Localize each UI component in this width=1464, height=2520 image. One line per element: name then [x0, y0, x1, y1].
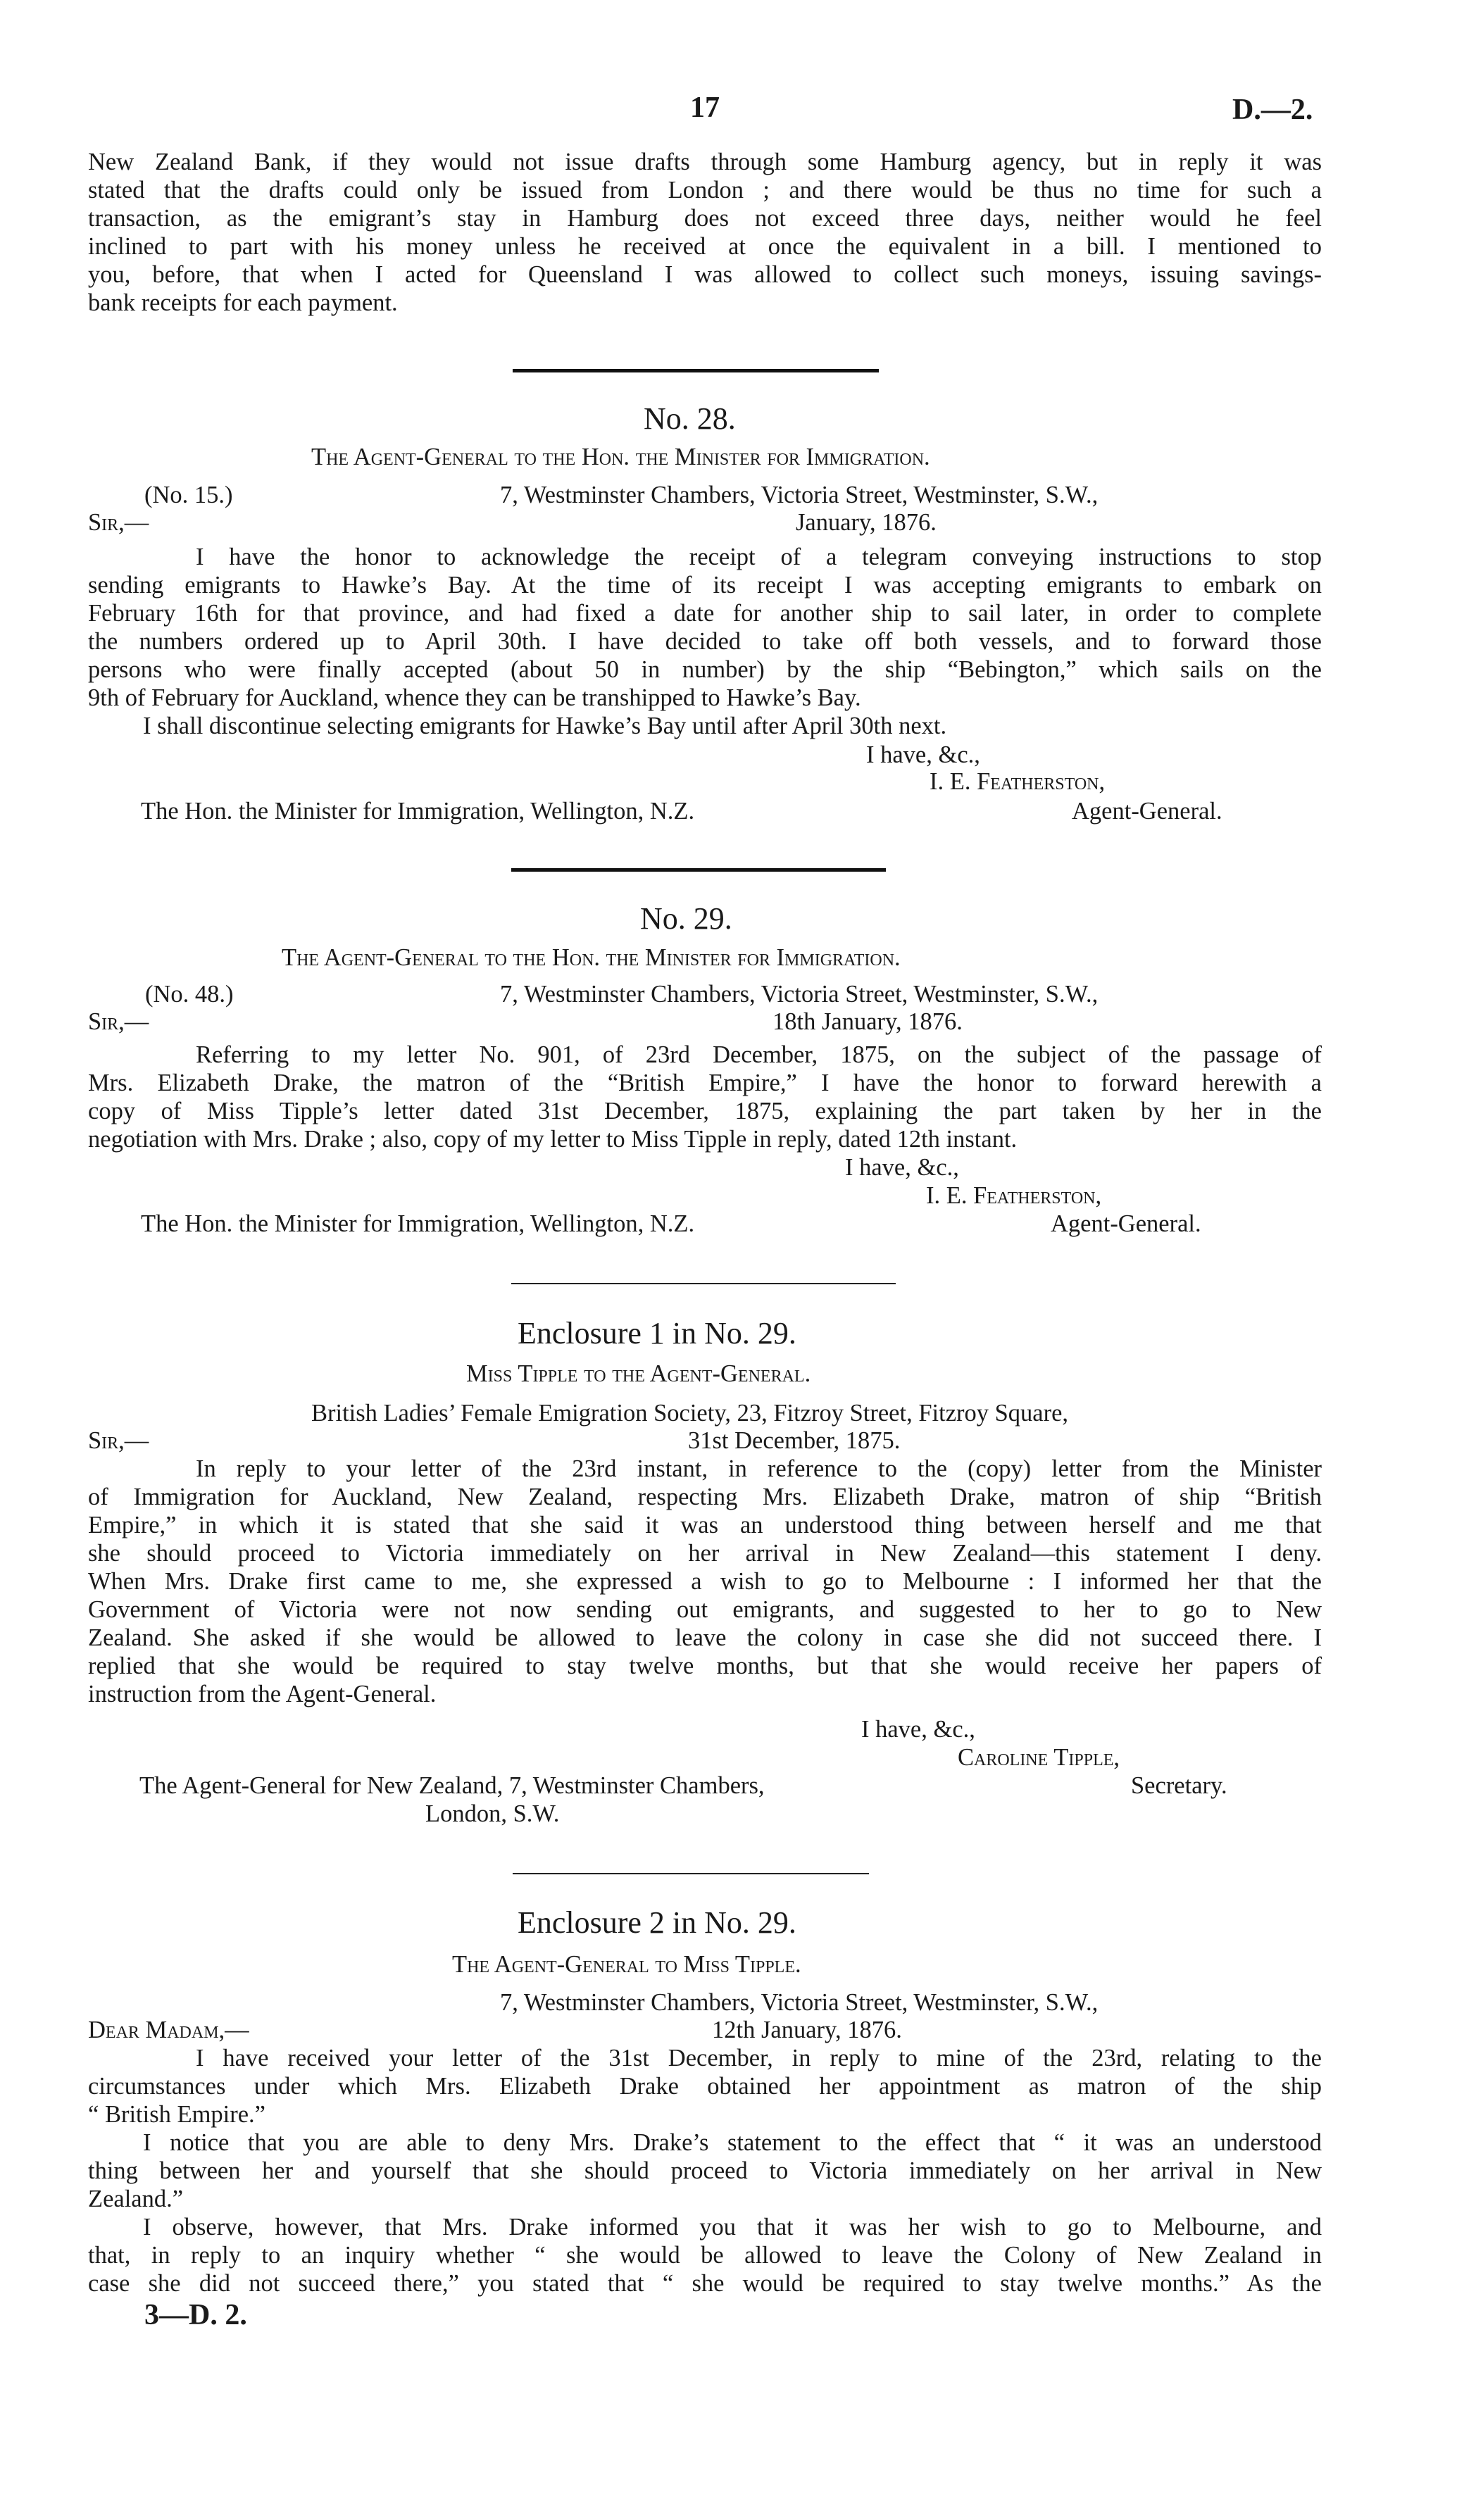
signer-title: Secretary. [1131, 1772, 1227, 1799]
text-line: I have received your letter of the 31st December, in reply to mine of the 23rd, relating to the [196, 2045, 1322, 2071]
text-line: Zealand. She asked if she would be allowed to leave the colony in case she did not succeed there. I [88, 1624, 1322, 1651]
text-line: negotiation with Mrs. Drake ; also, copy of my letter to Miss Tipple in reply, dated 12th instant. [88, 1126, 1018, 1153]
text-line: of Immigration for Auckland, New Zealand, respecting Mrs. Elizabeth Drake, matron of ship “British [88, 1484, 1322, 1510]
text-line: I notice that you are able to deny Mrs. Drake’s statement to the effect that “ it was an understood [143, 2129, 1322, 2156]
recipient-location: London, S.W. [425, 1800, 560, 1827]
letter-date: 12th January, 1876. [712, 2017, 902, 2043]
recipient: The Hon. the Minister for Immigration, Wellington, N.Z. [141, 1210, 695, 1237]
letter-date: 18th January, 1876. [772, 1008, 963, 1035]
signer-name: I. E. Featherston, [930, 768, 1106, 795]
text-line: circumstances under which Mrs. Elizabeth Drake obtained her appointment as matron of the ship [88, 2073, 1322, 2100]
letter-address: British Ladies’ Female Emigration Society, 23, Fitzroy Street, Fitzroy Square, [311, 1400, 1069, 1427]
text-line: the numbers ordered up to April 30th. I have decided to take off both vessels, and to forward those [88, 628, 1322, 655]
signer-name: Caroline Tipple, [958, 1744, 1120, 1771]
recipient: The Agent-General for New Zealand, 7, Westminster Chambers, [139, 1772, 765, 1799]
text-line: Mrs. Elizabeth Drake, the matron of the “British Empire,” I have the honor to forward herewith a [88, 1070, 1322, 1096]
letter-date: January, 1876. [796, 509, 937, 536]
letter-address: 7, Westminster Chambers, Victoria Street, Westminster, S.W., [500, 482, 1099, 508]
letter-reference: (No. 15.) [144, 482, 233, 508]
salutation: Sir,— [88, 1008, 149, 1035]
salutation: Dear Madam,— [88, 2017, 249, 2043]
section-divider [513, 369, 879, 372]
text-line: case she did not succeed there,” you stated that “ she would be required to stay twelve months.” As the [88, 2270, 1322, 2297]
letter-heading: The Agent-General to the Hon. the Minister for Immigration. [282, 944, 901, 971]
letter-address: 7, Westminster Chambers, Victoria Street, Westminster, S.W., [500, 981, 1099, 1008]
letter-address: 7, Westminster Chambers, Victoria Street, Westminster, S.W., [500, 1989, 1099, 2016]
text-line: copy of Miss Tipple’s letter dated 31st December, 1875, explaining the part taken by her in the [88, 1098, 1322, 1124]
text-line: replied that she would be required to stay twelve months, but that she would receive her papers of [88, 1653, 1322, 1679]
text-line: When Mrs. Drake first came to me, she expressed a wish to go to Melbourne : I informed her that the [88, 1568, 1322, 1595]
closing: I have, &c., [866, 741, 980, 768]
text-line: inclined to part with his money unless he received at once the equivalent in a bill. I mentioned to [88, 233, 1322, 260]
text-line: bank receipts for each payment. [88, 289, 398, 316]
section-divider [513, 1873, 869, 1874]
section-divider [511, 868, 886, 872]
text-line: I observe, however, that Mrs. Drake informed you that it was her wish to go to Melbourne, and [143, 2214, 1322, 2240]
salutation: Sir,— [88, 509, 149, 536]
enclosure-title: Enclosure 2 in No. 29. [518, 1905, 796, 1940]
signer-name: I. E. Featherston, [926, 1182, 1102, 1209]
letter-date: 31st December, 1875. [688, 1427, 901, 1454]
enclosure-heading: Miss Tipple to the Agent-General. [466, 1360, 811, 1387]
signer-title: Agent-General. [1072, 798, 1222, 825]
text-line: In reply to your letter of the 23rd instant, in reference to the (copy) letter from the Minister [196, 1455, 1322, 1482]
letter-title: No. 29. [640, 901, 732, 936]
document-reference: D.—2. [1232, 94, 1313, 126]
text-line: Government of Victoria were not now sending out emigrants, and suggested to her to go to New [88, 1596, 1322, 1623]
text-line: transaction, as the emigrant’s stay in Hamburg does not exceed three days, neither would he feel [88, 205, 1322, 232]
enclosure-title: Enclosure 1 in No. 29. [518, 1316, 796, 1350]
text-line: that, in reply to an inquiry whether “ she would be allowed to leave the Colony of New Zealand in [88, 2242, 1322, 2269]
text-line: sending emigrants to Hawke’s Bay. At the time of its receipt I was accepting emigrants to embark on [88, 572, 1322, 598]
letter-reference: (No. 48.) [145, 981, 234, 1008]
closing: I have, &c., [845, 1154, 959, 1181]
text-line: thing between her and yourself that she should proceed to Victoria immediately on her arrival in New [88, 2157, 1322, 2184]
text-line: instruction from the Agent-General. [88, 1681, 437, 1707]
section-divider [511, 1283, 896, 1284]
text-line: I have the honor to acknowledge the receipt of a telegram conveying instructions to stop [196, 544, 1322, 570]
closing: I have, &c., [861, 1716, 975, 1743]
recipient: The Hon. the Minister for Immigration, Wellington, N.Z. [141, 798, 695, 825]
text-line: Empire,” in which it is stated that she said it was an understood thing between herself and me that [88, 1512, 1322, 1538]
enclosure-heading: The Agent-General to Miss Tipple. [452, 1951, 801, 1978]
text-line: Referring to my letter No. 901, of 23rd December, 1875, on the subject of the passage of [196, 1041, 1322, 1068]
signer-title: Agent-General. [1051, 1210, 1201, 1237]
text-line: you, before, that when I acted for Queensland I was allowed to collect such moneys, issuing savings- [88, 261, 1322, 288]
text-line: 9th of February for Auckland, whence they can be transhipped to Hawke’s Bay. [88, 684, 861, 711]
letter-heading: The Agent-General to the Hon. the Minister for Immigration. [311, 444, 930, 470]
salutation: Sir,— [88, 1427, 149, 1454]
text-line: she should proceed to Victoria immediately on her arrival in New Zealand—this statement I deny. [88, 1540, 1322, 1567]
text-line: New Zealand Bank, if they would not issue drafts through some Hamburg agency, but in reply it was [88, 149, 1322, 175]
text-line: persons who were finally accepted (about 50 in number) by the ship “Bebington,” which sails on the [88, 656, 1322, 683]
page-number: 17 [690, 92, 720, 124]
text-line: stated that the drafts could only be issued from London ; and there would be thus no time for such a [88, 177, 1322, 203]
text-line: “ British Empire.” [88, 2101, 265, 2128]
printer-signature: 3—D. 2. [144, 2299, 247, 2331]
letter-title: No. 28. [644, 401, 736, 436]
text-line: Zealand.” [88, 2186, 184, 2212]
text-line: I shall discontinue selecting emigrants for Hawke’s Bay until after April 30th next. [143, 713, 947, 739]
text-line: February 16th for that province, and had fixed a date for another ship to sail later, in order to complete [88, 600, 1322, 627]
